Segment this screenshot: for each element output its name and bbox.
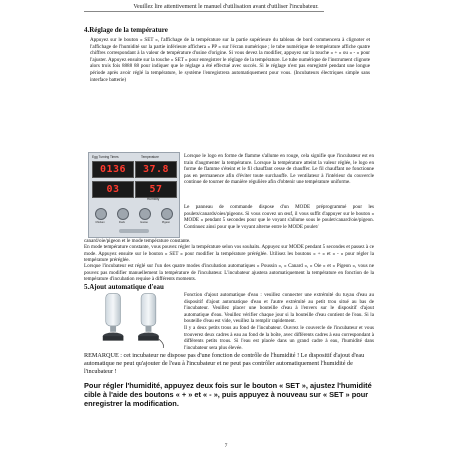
lcd-turning-times: 0136 <box>92 161 134 178</box>
section-4-para-4: En mode température constante, vous pouvez régler la température selon vos souhaits. Appuyez sur MODE pendant 5 secondes et passez à ce mode. Appuyez ensuite sur le bouton « SET » pour modifier la température préréglée. Utilisez les boutons « + » et « - » pour régler la température préréglée. <box>84 244 374 264</box>
section-5-para-1: Fonction d'ajout automatique d'eau : veuillez connecter une extrémité du tuyau d'eau au dispositif d'ajout automatique d'eau et l'autre extrémité au petit trou situé au bas de l'incubateur. Veuillez placer une bouteille d'eau à l'envers sur le dispositif d'ajout automatique d'eau. Veuillez vérifier chaque jour si la bouteille d'eau contient de l'eau. Si la bouteille d'eau est vide, veuillez la remplir rapidement. <box>184 292 374 325</box>
chicken-label: Chicken <box>95 221 105 224</box>
page-number: 7 <box>224 443 228 449</box>
header-divider <box>84 11 324 12</box>
bottle-right <box>138 293 163 348</box>
humidity-setting-note: Pour régler l'humidité, appuyez deux fois sur le bouton « SET », ajustez l'humidité cible à l'aide des boutons « + » et « - », puis appuyez à nouveau sur « SET » pour enregistrer la modification. <box>84 381 372 408</box>
panel-label-temperature: Temperature <box>141 155 159 159</box>
lcd-humidity: 57 <box>135 181 177 198</box>
section-4-para-3-cont: canard/oie/pigeon et le mode température constante. <box>84 238 191 244</box>
bottle-left <box>103 293 124 340</box>
section-4-title: 4.Réglage de la température <box>84 26 168 34</box>
control-panel-image <box>88 152 180 238</box>
lcd-days: 03 <box>92 181 134 198</box>
duck-label: Duck <box>119 221 125 224</box>
remark-note: REMARQUE : cet incubateur ne dispose pas d'une fonction de contrôle de l'humidité ! Le dispositif d'ajout d'eau automatique ne peut qu'ajouter de l'eau à l'incubateur et ne peut pas contrôler automatiquement l'humidité de l'incubateur ! <box>84 352 365 375</box>
panel-label-egg-turning: Egg Turning Times <box>92 155 119 159</box>
section-4-para-2: Lorsque le logo en forme de flamme s'allume en rouge, cela signifie que l'incubateur est en train d'augmenter la température. Lorsque la température atteint la valeur réglée, le logo en forme de flamme s'éteint et le fil chauffant cesse de chauffer. Le fil chauffant ne fonctionne pas en permanence afin d'éviter toute surchauffe. Le ventilateur à l'intérieur du couvercle continue de tourner de manière régulière afin d'obtenir une température uniforme. <box>184 153 374 186</box>
pigeon-button <box>161 208 173 220</box>
duck-button <box>117 208 129 220</box>
lcd-temperature: 37.8 <box>135 161 177 178</box>
chicken-button <box>95 208 107 220</box>
goose-button <box>139 208 151 220</box>
bottles-svg <box>88 292 178 348</box>
section-5-para-2: Il y a deux petits trous au fond de l'incubateur. Ouvrez le couvercle de l'incubateur et vous trouverez deux cadres à eau au fond de la boîte, avec différents cadres à eau correspondant à différents petits trous. Si l'eau est placée dans un grand cadre à eau, l'humidité dans l'incubateur sera plus élevée. <box>184 325 374 351</box>
section-4-para-3: Le panneau de commande dispose d'un MODE préprogrammé pour les poulets/canards/oies/pigeons. Si vous couvez un œuf, il vous suffit d'appuyer sur le bouton « MODE » pendant 5 secondes pour que le voyant s'allume sous le poulet/canard/oie/pigeon. Continuez ainsi pour que le voyant alterne entre le MODE poulet/ <box>184 204 374 230</box>
water-bottles-image <box>88 292 178 348</box>
pigeon-label: Pigeon <box>161 221 171 224</box>
section-4-para-5: Lorsque l'incubateur est réglé sur l'un des quatre modes d'incubation automatiques « Poussin », « Canard », « Oie » et « Pigeon », vous ne pouvez pas modifier manuellement la température de l'incubateur. L'incubateur ajustera automatiquement la température en fonction de la température d'incubation requise à différents moments. <box>84 263 374 283</box>
section-4-para-1: Appuyez sur le bouton « SET », l'affichage de la température sur la partie supérieure du tableau de bord commencera à clignoter et l'affichage de l'humidité sur la partie inférieure affichera « PP » sur l'écran numérique ; le tube numérique de température affiche quatre chiffres correspondant à la valeur de température d'usine d'origine. Si vous devez la modifier, appuyez sur la touche « + » ou « - » pour l'ajuster. Appuyez ensuite sur la touche « SET » pour enregistrer le réglage de la température. Le tube numérique de l'instrument clignote alors trois fois 8888 88 pour indiquer que le réglage a été effectué avec succès. Si le réglage n'est pas enregistré pendant une longue période après avoir réglé la température, le système l'enregistrera automatiquement pour vous. (Incubateurs électriques simple sans interface batterie) <box>90 37 370 83</box>
section-5-title: 5.Ajout automatique d'eau <box>84 283 164 291</box>
panel-label-humidity: Humidity <box>147 197 160 201</box>
panel-base <box>119 229 149 233</box>
page-header: Veuillez lire attentivement le manuel d'utilisation avant d'utiliser l'incubateur. <box>133 4 319 10</box>
goose-label: Goose <box>140 221 148 224</box>
